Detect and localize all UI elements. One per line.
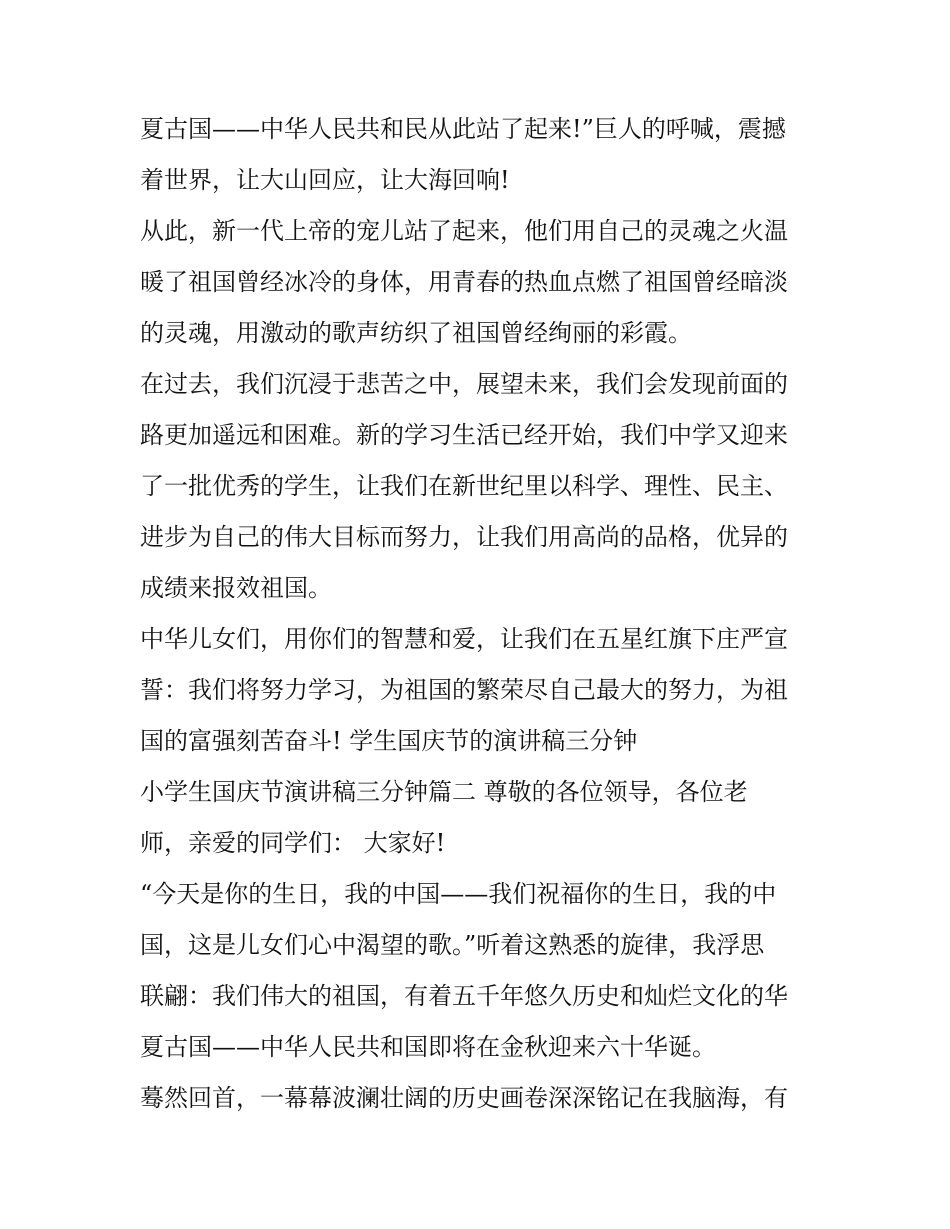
text-line: 进步为自己的伟大目标而努力，让我们用高尚的品格，优异的	[140, 523, 788, 551]
text-line: 了一批优秀的学生，让我们在新世纪里以科学、理性、民主、	[140, 472, 788, 500]
text-line: 的灵魂，用激动的歌声纺织了祖国曾经绚丽的彩霞。	[140, 319, 692, 347]
text-line: 誓：我们将努力学习，为祖国的繁荣尽自己最大的努力，为祖	[140, 676, 788, 704]
text-line: 小学生国庆节演讲稿三分钟篇二 尊敬的各位领导，各位老	[140, 778, 748, 806]
text-line: 夏古国——中华人民共和民从此站了起来!”巨人的呼喊，震撼	[140, 115, 786, 143]
text-line: 暖了祖国曾经冰冷的身体，用青春的热血点燃了祖国曾经暗淡	[140, 268, 788, 296]
text-line: 成绩来报效祖国。	[140, 574, 332, 602]
text-line: 国，这是儿女们心中渴望的歌。”听着这熟悉的旋律，我浮思	[140, 931, 765, 959]
text-line: 着世界，让大山回应，让大海回响!	[140, 166, 510, 194]
text-line: 国的富强刻苦奋斗! 学生国庆节的演讲稿三分钟	[140, 727, 638, 755]
text-line: “今天是你的生日，我的中国——我们祝福你的生日，我的中	[140, 880, 777, 908]
text-line: 联翩：我们伟大的祖国，有着五千年悠久历史和灿烂文化的华	[140, 982, 788, 1010]
text-line: 从此，新一代上帝的宠儿站了起来，他们用自己的灵魂之火温	[140, 217, 788, 245]
body-text	[140, 107, 820, 1127]
text-line: 蓦然回首，一幕幕波澜壮阔的历史画卷深深铭记在我脑海，有	[140, 1084, 788, 1112]
text-line: 路更加遥远和困难。新的学习生活已经开始，我们中学又迎来	[140, 421, 788, 449]
text-line: 中华儿女们，用你们的智慧和爱，让我们在五星红旗下庄严宣	[140, 625, 788, 653]
text-line: 夏古国——中华人民共和国即将在金秋迎来六十华诞。	[140, 1033, 716, 1061]
text-line: 在过去，我们沉浸于悲苦之中，展望未来，我们会发现前面的	[140, 370, 788, 398]
text-line: 师，亲爱的同学们： 大家好!	[140, 829, 446, 857]
